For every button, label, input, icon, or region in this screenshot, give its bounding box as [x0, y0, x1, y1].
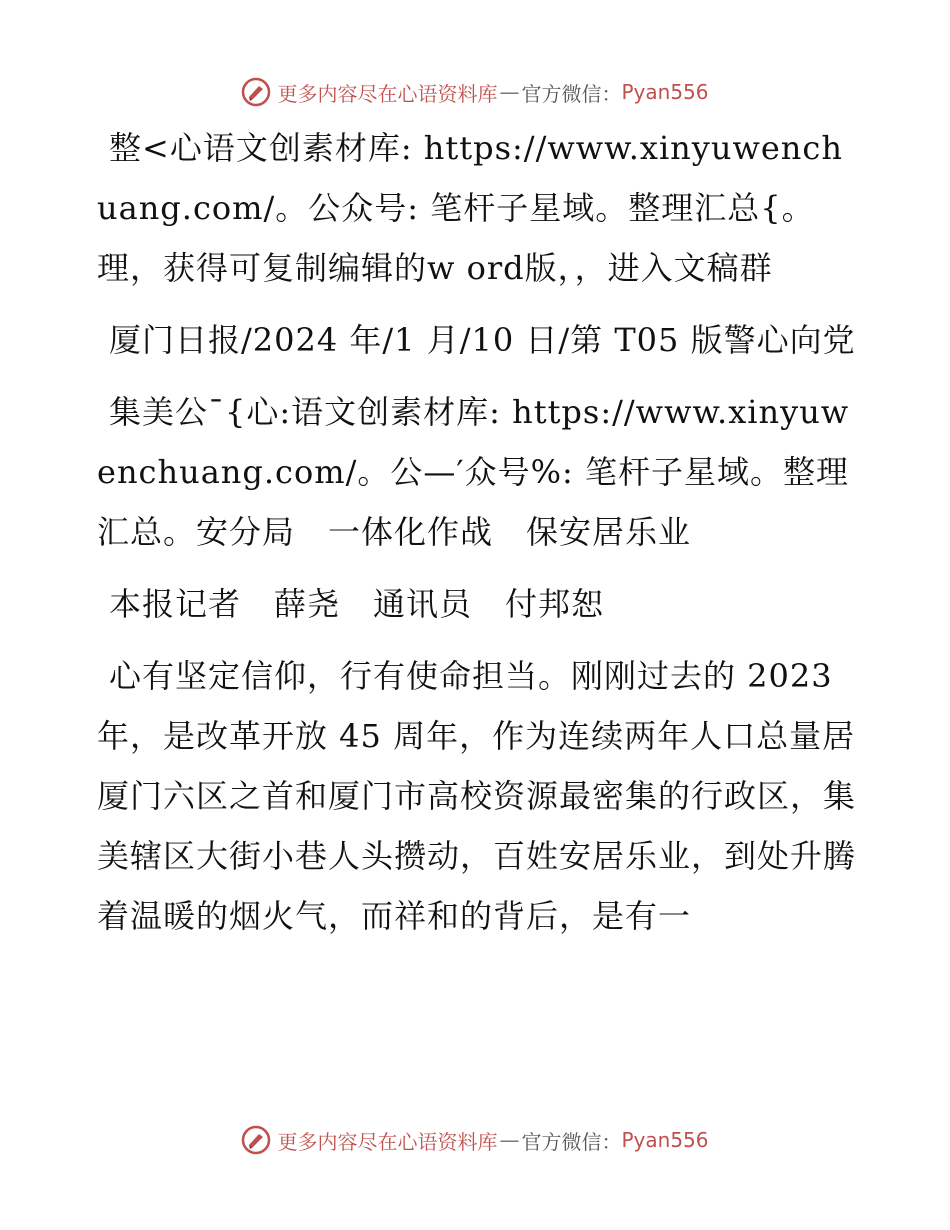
banner-dash: —	[499, 80, 520, 104]
banner-text: 更多内容尽在心语资料库	[277, 81, 498, 106]
banner-dash: —	[499, 1128, 520, 1152]
footer-banner	[0, 1120, 950, 1160]
paragraph-publication-info: 厦门日报/2024 年/1 月/10 日/第 T05 版警心向党	[109, 321, 856, 359]
banner-wechat-label: 官方微信：	[521, 1129, 622, 1154]
banner-wechat-label: 官方微信：	[521, 81, 622, 106]
paragraph-headline: 集美公¯{心:语文创素材库: https://www.xinyuwenchuang.com/。公—′众号%: 笔杆子星域。整理汇总。安分局 一体化作战 保安居乐业	[97, 393, 850, 551]
logo-icon	[241, 77, 271, 107]
header-banner	[0, 72, 950, 112]
logo-icon	[241, 1125, 271, 1155]
paragraph-body: 心有坚定信仰，行有使命担当。刚刚过去的 2023 年，是改革开放 45 周年，作为连续两年人口总量居厦门六区之首和厦门市高校资源最密集的行政区，集美辖区大街小巷人头攒动，百姓安居乐业，到处升腾着温暖的烟火气，而祥和的背后，是有一	[97, 657, 857, 935]
banner-wechat-id: Pyan556	[621, 80, 709, 104]
paragraph-source-note: 整<心语文创素材库: https://www.xinyuwenchuang.com/。公众号: 笔杆子星域。整理汇总{。理，获得可复制编辑的w ord版，，进入文稿群	[97, 129, 843, 287]
paragraph-byline: 本报记者 薛尧 通讯员 付邦恕	[109, 585, 605, 623]
banner-text: 更多内容尽在心语资料库	[277, 1129, 498, 1154]
banner-wechat-id: Pyan556	[621, 1128, 709, 1152]
document-body	[97, 118, 857, 958]
